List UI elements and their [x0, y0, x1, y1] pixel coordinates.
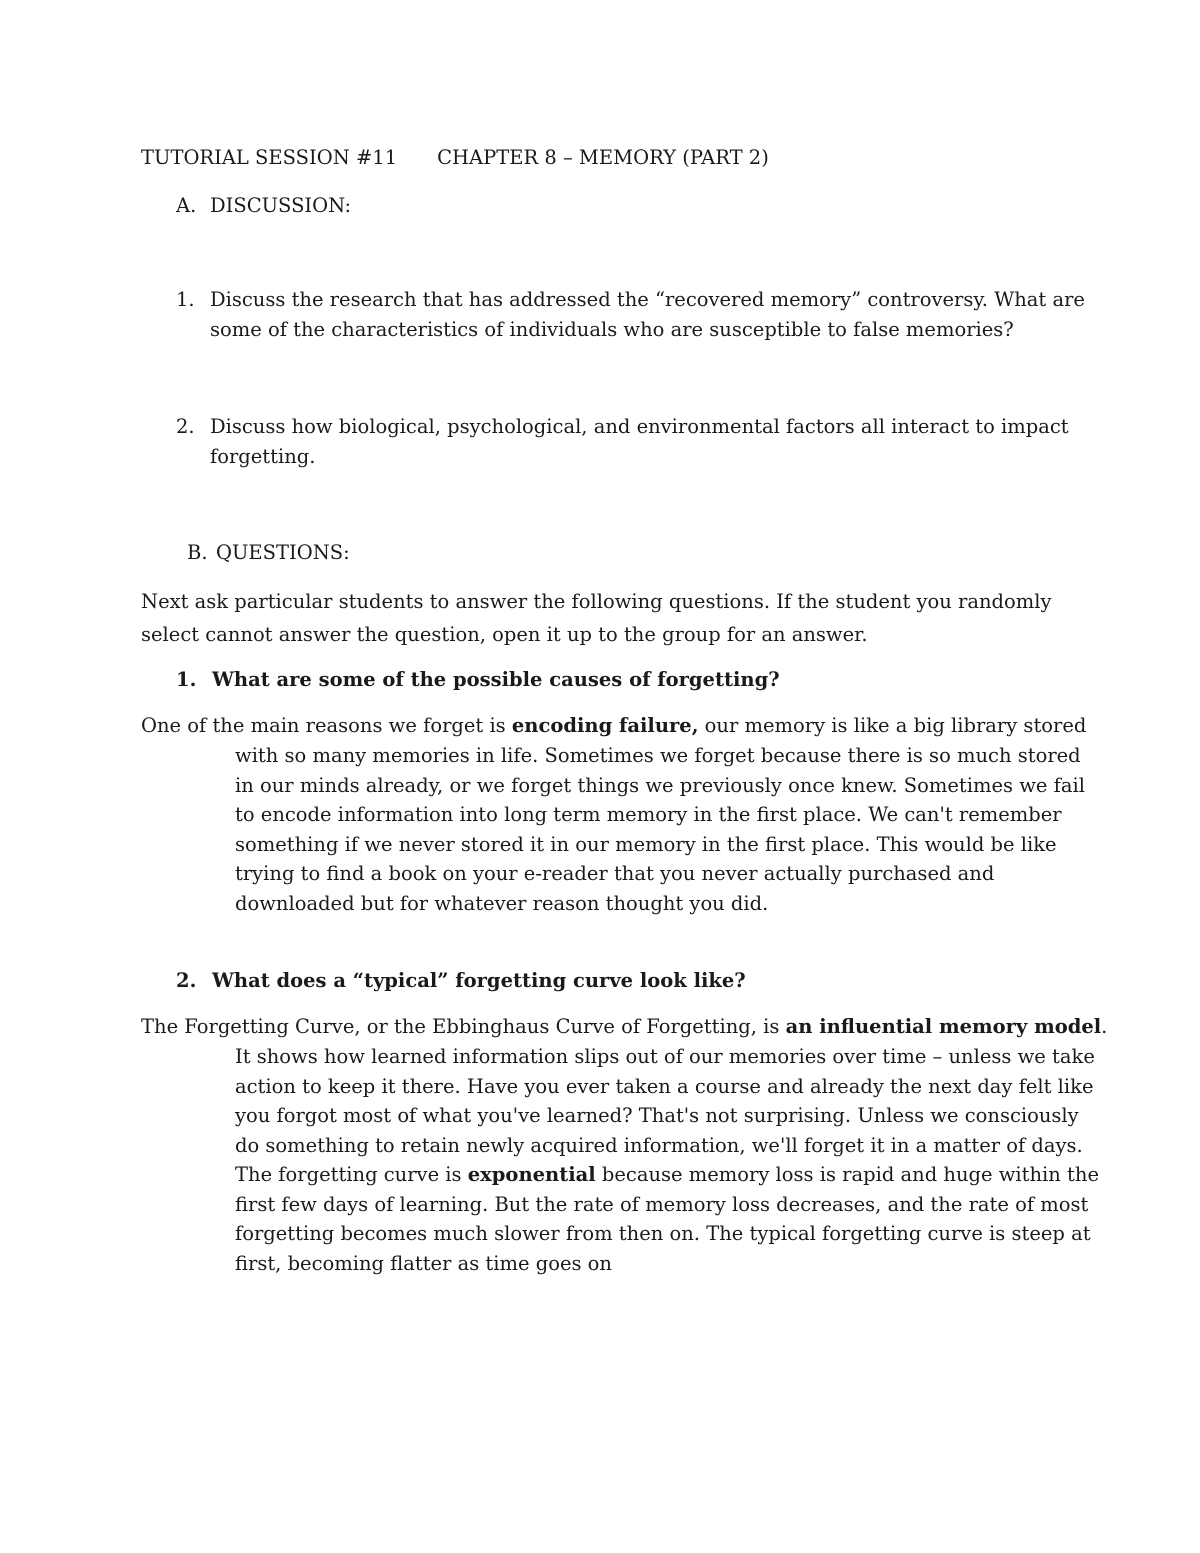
answer-2-text: The forgetting curve is [235, 1163, 468, 1186]
answer-2-line: action to keep it there. Have you ever taken a course and already the next day felt like [235, 1074, 1094, 1098]
answer-2-first-line [141, 1012, 1107, 1042]
discussion-item-1 [210, 285, 1085, 344]
questions-intro-line: Next ask particular students to answer the following questions. If the student you randomly [141, 590, 1052, 613]
answer-2-line [235, 1160, 1099, 1190]
discussion-item-2-line: Discuss how biological, psychological, and environmental factors all interact to impact [210, 415, 1069, 438]
section-a-title: DISCUSSION: [210, 194, 352, 217]
answer-2-line: you forgot most of what you've learned? That's not surprising. Unless we consciously [235, 1104, 1079, 1127]
answer-1-first-line [141, 711, 1086, 741]
answer-2-line: first few days of learning. But the rate of memory loss decreases, and the rate of most [235, 1192, 1089, 1216]
answer-2-text: because memory loss is rapid and huge within the [595, 1163, 1099, 1186]
answer-2-line: forgetting becomes much slower from then on. The typical forgetting curve is steep at [235, 1222, 1091, 1245]
answer-1-line: to encode information into long term memory in the first place. We can't remember [235, 803, 1062, 826]
answer-2-text: . [1101, 1015, 1108, 1038]
answer-2-body [235, 1042, 1099, 1278]
answer-2-text: The Forgetting Curve, or the Ebbinghaus Curve of Forgetting, is [141, 1015, 786, 1038]
answer-1-body [235, 741, 1085, 918]
answer-2-line: It shows how learned information slips out of our memories over time – unless we take [235, 1045, 1095, 1068]
section-a-letter: A. [176, 194, 197, 217]
discussion-item-1-line: some of the characteristics of individuals who are susceptible to false memories? [210, 317, 1014, 341]
question-1-text: What are some of the possible causes of forgetting? [212, 668, 780, 691]
section-b-letter: B. [187, 541, 208, 564]
answer-1-line: trying to find a book on your e-reader that you never actually purchased and [235, 862, 995, 885]
answer-1-line: downloaded but for whatever reason thought you did. [235, 891, 769, 915]
answer-1-line: with so many memories in life. Sometimes we forget because there is so much stored [235, 744, 1081, 767]
question-2-number: 2. [176, 969, 197, 992]
discussion-item-1-line: Discuss the research that has addressed the “recovered memory” controversy. What are [210, 288, 1085, 311]
question-2-text: What does a “typical” forgetting curve look like? [212, 969, 746, 992]
questions-intro [141, 585, 1051, 651]
discussion-item-2 [210, 412, 1069, 471]
answer-2-bold-term: an influential memory model [785, 1015, 1102, 1038]
discussion-item-2-line: forgetting. [210, 444, 316, 468]
discussion-item-2-number: 2. [176, 415, 195, 438]
answer-2-bold-term: exponential [467, 1163, 596, 1186]
chapter-title: CHAPTER 8 – MEMORY (PART 2) [437, 146, 769, 169]
questions-intro-line: select cannot answer the question, open it up to the group for an answer. [141, 623, 868, 646]
discussion-item-1-number: 1. [176, 288, 195, 311]
page-title [141, 143, 769, 173]
answer-1-line: something if we never stored it in our memory in the first place. This would be like [235, 832, 1057, 856]
section-b-title: QUESTIONS: [216, 541, 350, 564]
session-title: TUTORIAL SESSION #11 [141, 146, 398, 169]
answer-1-line: in our minds already, or we forget things we previously once knew. Sometimes we fail [235, 773, 1085, 797]
answer-1-text: One of the main reasons we forget is [141, 714, 512, 737]
answer-2-line: first, becoming flatter as time goes on [235, 1251, 612, 1275]
question-1-number: 1. [176, 668, 197, 691]
answer-1-bold-term: encoding failure, [511, 714, 699, 737]
answer-1-text: our memory is like a big library stored [698, 714, 1087, 737]
answer-2-line: do something to retain newly acquired information, we'll forget it in a matter of days. [235, 1133, 1083, 1157]
